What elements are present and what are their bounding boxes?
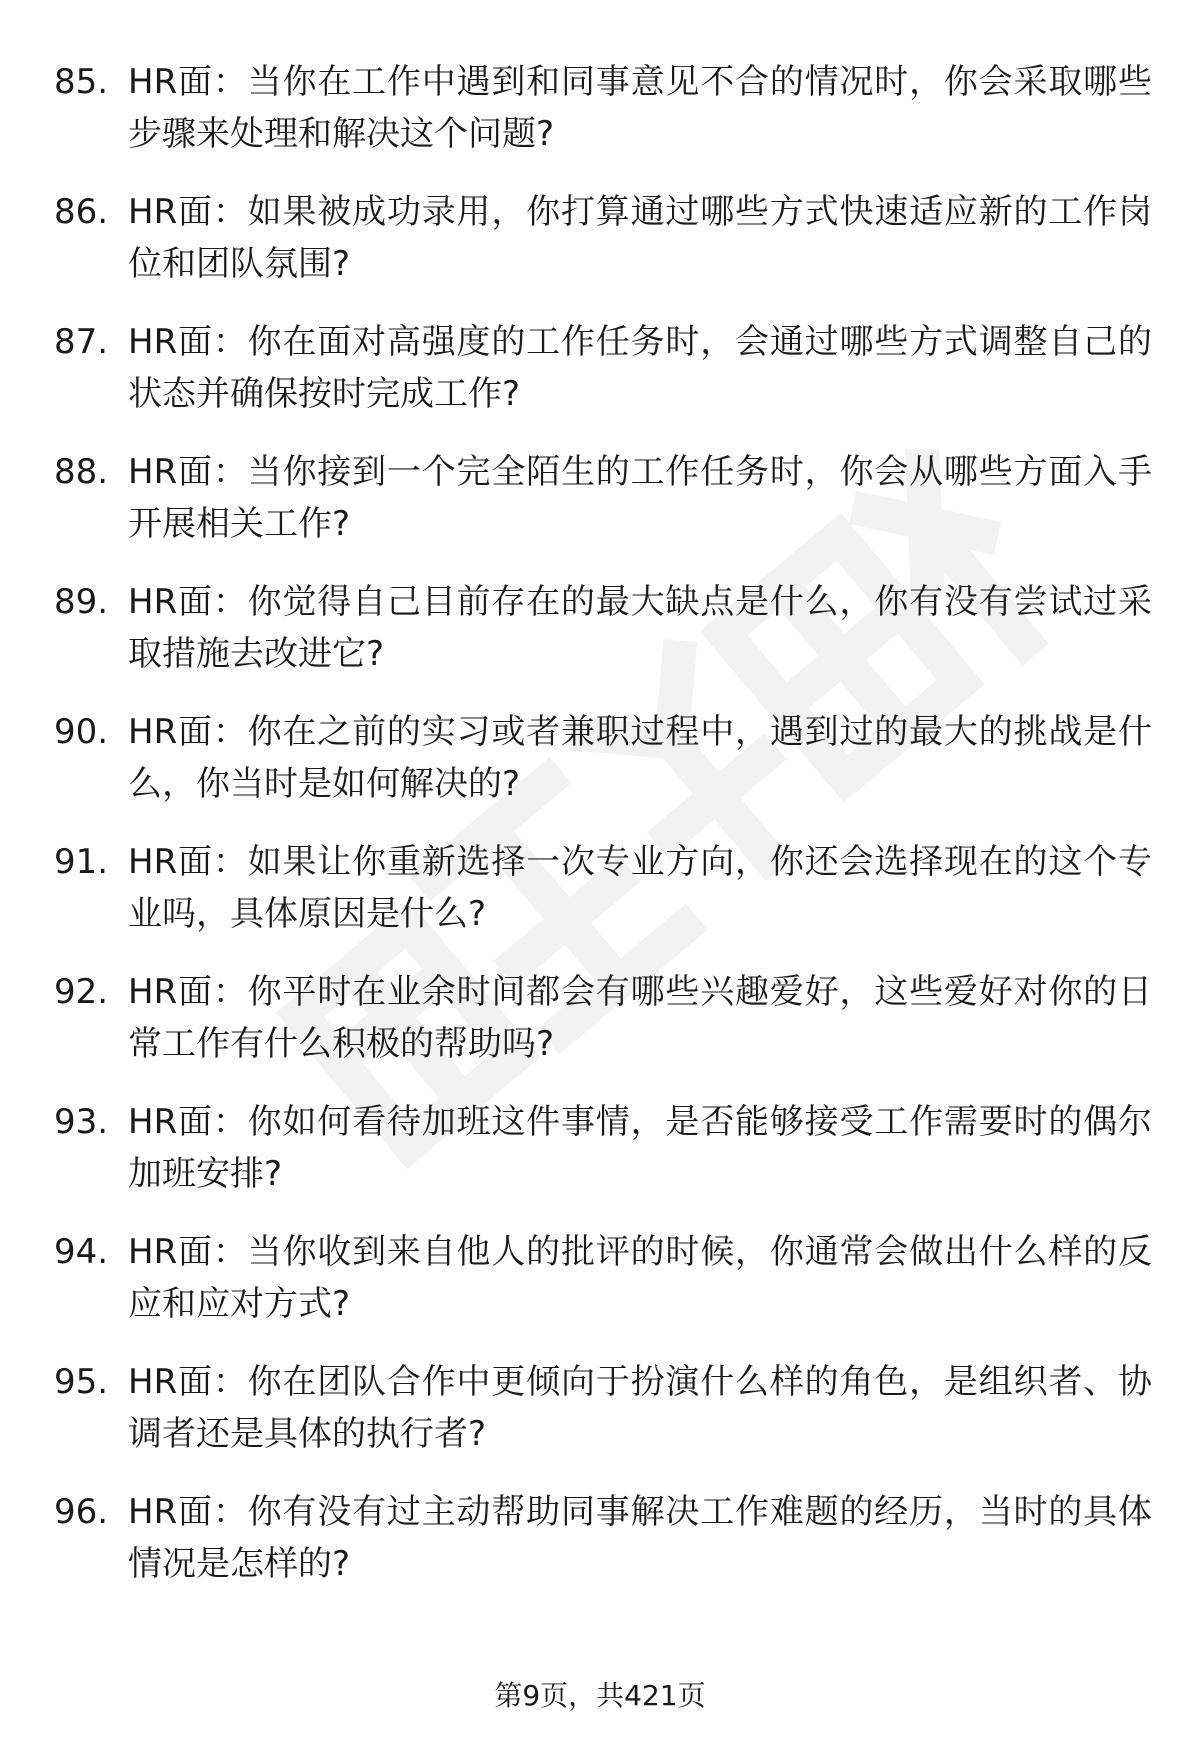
question-text: HR面：当你接到一个完全陌生的工作任务时，你会从哪些方面入手开展相关工作? bbox=[128, 452, 1152, 544]
question-number: 96. bbox=[54, 1492, 109, 1532]
list-item bbox=[54, 1486, 1154, 1616]
question-text: HR面：你如何看待加班这件事情，是否能够接受工作需要时的偶尔加班安排? bbox=[128, 1102, 1152, 1194]
question-text: HR面：你有没有过主动帮助同事解决工作难题的经历，当时的具体情况是怎样的? bbox=[128, 1492, 1152, 1584]
list-item bbox=[54, 56, 1154, 186]
question-number: 90. bbox=[54, 712, 109, 752]
question-number: 92. bbox=[54, 972, 109, 1012]
list-item bbox=[54, 186, 1154, 316]
question-text: HR面：你在面对高强度的工作任务时，会通过哪些方式调整自己的状态并确保按时完成工作? bbox=[128, 322, 1152, 414]
question-list bbox=[54, 56, 1154, 1616]
question-text: HR面：你觉得自己目前存在的最大缺点是什么，你有没有尝试过采取措施去改进它? bbox=[128, 582, 1152, 674]
question-text: HR面：你在团队合作中更倾向于扮演什么样的角色，是组织者、协调者还是具体的执行者? bbox=[128, 1362, 1152, 1454]
page-number-footer: 第9页，共421页 bbox=[494, 1679, 706, 1712]
question-text: HR面：如果让你重新选择一次专业方向，你还会选择现在的这个专业吗，具体原因是什么? bbox=[128, 842, 1152, 934]
list-item bbox=[54, 1226, 1154, 1356]
question-text: HR面：你平时在业余时间都会有哪些兴趣爱好，这些爱好对你的日常工作有什么积极的帮助吗? bbox=[128, 972, 1152, 1064]
list-item bbox=[54, 1096, 1154, 1226]
question-number: 93. bbox=[54, 1102, 109, 1142]
question-text: HR面：当你在工作中遇到和同事意见不合的情况时，你会采取哪些步骤来处理和解决这个问题? bbox=[128, 62, 1152, 154]
question-number: 85. bbox=[54, 62, 109, 102]
question-number: 87. bbox=[54, 322, 109, 362]
list-item bbox=[54, 576, 1154, 706]
list-item bbox=[54, 966, 1154, 1096]
question-number: 89. bbox=[54, 582, 109, 622]
list-item bbox=[54, 1356, 1154, 1486]
question-text: HR面：当你收到来自他人的批评的时候，你通常会做出什么样的反应和应对方式? bbox=[128, 1232, 1152, 1324]
list-item bbox=[54, 706, 1154, 836]
question-number: 94. bbox=[54, 1232, 109, 1272]
list-item bbox=[54, 446, 1154, 576]
question-number: 86. bbox=[54, 192, 109, 232]
question-number: 88. bbox=[54, 452, 109, 492]
question-number: 95. bbox=[54, 1362, 109, 1402]
question-text: HR面：如果被成功录用，你打算通过哪些方式快速适应新的工作岗位和团队氛围? bbox=[128, 192, 1152, 284]
question-text: HR面：你在之前的实习或者兼职过程中，遇到过的最大的挑战是什么，你当时是如何解决的? bbox=[128, 712, 1152, 804]
list-item bbox=[54, 836, 1154, 966]
question-number: 91. bbox=[54, 842, 109, 882]
list-item bbox=[54, 316, 1154, 446]
